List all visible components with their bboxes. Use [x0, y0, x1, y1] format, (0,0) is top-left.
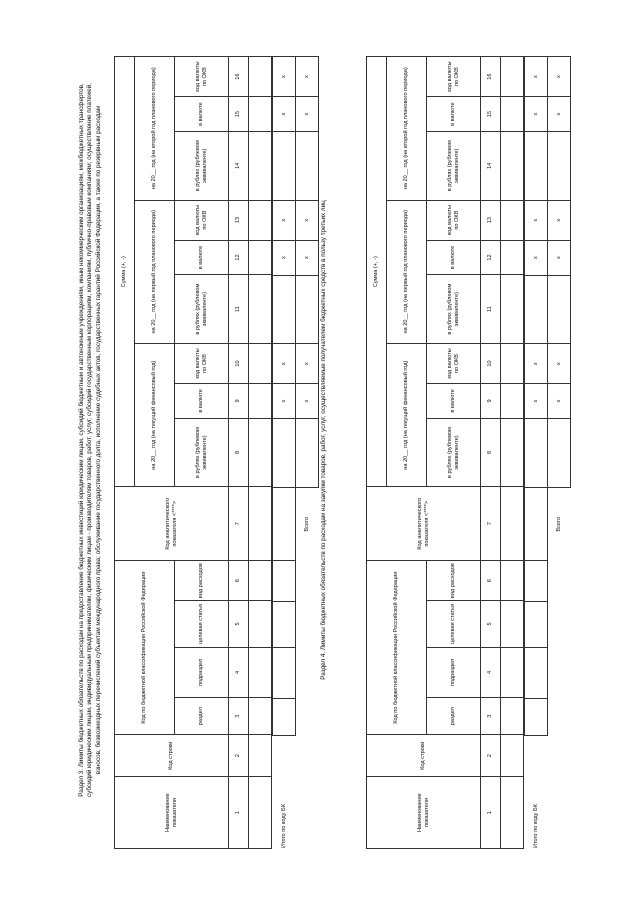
- col-num: 11: [481, 275, 501, 344]
- cell: [501, 561, 524, 601]
- cell: [501, 132, 524, 201]
- x-mark: x: [273, 344, 296, 384]
- header-row-code: Код строки: [367, 735, 481, 777]
- header-year-second: на 20__ год (на второй год планового периода): [135, 57, 175, 201]
- col-num: 3: [229, 698, 249, 735]
- cell: [249, 97, 272, 132]
- header-razdel: раздел: [427, 698, 481, 735]
- cell: [249, 275, 272, 344]
- x-mark: x: [273, 97, 296, 132]
- cell: [249, 487, 272, 561]
- cell: [249, 343, 272, 383]
- x-mark: x: [525, 240, 548, 275]
- x-mark: x: [548, 200, 571, 240]
- header-target: целевая статья: [175, 601, 229, 647]
- col-num: 11: [229, 275, 249, 344]
- header-cur: в валюте: [427, 240, 481, 275]
- col-num: 10: [229, 343, 249, 383]
- header-rub: в рублях (рублевом эквиваленте): [175, 418, 229, 487]
- cell: [501, 777, 524, 849]
- col-num: 10: [481, 343, 501, 383]
- cell: [501, 240, 524, 275]
- header-cur: в валюте: [175, 384, 229, 419]
- total-bk-row: [525, 57, 548, 850]
- header-podrazdel: подраздел: [427, 647, 481, 698]
- header-vid: вид расходов: [427, 561, 481, 601]
- cell: [501, 384, 524, 419]
- col-num: 2: [229, 735, 249, 777]
- column-number-row: [229, 57, 249, 849]
- cell: [501, 97, 524, 132]
- col-num: 7: [229, 487, 249, 561]
- header-sum: Сумма (+, -): [115, 57, 135, 487]
- col-num: 14: [481, 132, 501, 201]
- col-num: 15: [481, 97, 501, 132]
- x-mark: x: [525, 384, 548, 419]
- header-cur: в валюте: [427, 384, 481, 419]
- cell: [501, 57, 524, 97]
- x-mark: x: [525, 344, 548, 384]
- cell: [501, 343, 524, 383]
- header-sum: Сумма (+, -): [367, 57, 387, 487]
- section-4-totals: [524, 56, 571, 849]
- col-num: 13: [229, 200, 249, 240]
- cell: [501, 735, 524, 777]
- x-mark: x: [296, 344, 319, 384]
- cell: [249, 240, 272, 275]
- header-rub: в рублях (рублевом эквиваленте): [427, 418, 481, 487]
- x-mark: x: [548, 57, 571, 97]
- cell: [249, 777, 272, 849]
- cell: [249, 384, 272, 419]
- x-mark: x: [296, 97, 319, 132]
- cell: [249, 57, 272, 97]
- col-num: 5: [229, 601, 249, 647]
- col-num: 3: [481, 698, 501, 735]
- col-num: 13: [481, 200, 501, 240]
- col-num: 9: [481, 384, 501, 419]
- col-num: 8: [229, 418, 249, 487]
- col-num: 8: [481, 418, 501, 487]
- header-okv: код валюты по ОКВ: [175, 200, 229, 240]
- col-num: 7: [481, 487, 501, 561]
- cell: [249, 698, 272, 735]
- header-name: Наименование показателя: [367, 777, 481, 849]
- data-row-empty: [249, 57, 272, 849]
- header-okv: код валюты по ОКВ: [427, 343, 481, 383]
- cell: [249, 735, 272, 777]
- col-num: 6: [481, 561, 501, 601]
- cell: [249, 647, 272, 698]
- header-year-current: на 20__ год (на текущий финансовый год): [387, 343, 427, 486]
- column-number-row: [481, 57, 501, 849]
- header-year-current: на 20__ год (на текущий финансовый год): [135, 343, 175, 486]
- header-year-first: на 20__ год (на первый год планового периода): [135, 200, 175, 343]
- header-okv: код валюты по ОКВ: [175, 57, 229, 97]
- x-mark: x: [296, 384, 319, 419]
- x-mark: x: [548, 344, 571, 384]
- col-num: 4: [229, 647, 249, 698]
- x-mark: x: [273, 200, 296, 240]
- x-mark: x: [525, 97, 548, 132]
- col-num: 5: [481, 601, 501, 647]
- x-mark: x: [548, 97, 571, 132]
- col-num: 9: [229, 384, 249, 419]
- x-mark: x: [273, 57, 296, 97]
- grand-total-row: [548, 57, 571, 850]
- header-cur: в валюте: [175, 240, 229, 275]
- col-num: 4: [481, 647, 501, 698]
- section-3-table-block: [114, 56, 319, 849]
- data-row-empty: [501, 57, 524, 849]
- cell: [501, 647, 524, 698]
- grand-total-row: [296, 57, 319, 850]
- section-4-heading: Раздел 4. Лимиты бюджетных обязательств по расходам на закупки товаров, работ, услуг, осуществляемые получателем бюджетных средств в пользу третьих лиц: [320, 200, 327, 680]
- col-num: 6: [229, 561, 249, 601]
- header-rub: в рублях (рублевом эквиваленте): [427, 275, 481, 344]
- x-mark: x: [273, 384, 296, 419]
- header-cur: в валюте: [427, 97, 481, 132]
- header-rub: в рублях (рублевом эквиваленте): [175, 275, 229, 344]
- col-num: 16: [481, 57, 501, 97]
- header-year-second: на 20__ год (на второй год планового периода): [387, 57, 427, 201]
- col-num: 1: [229, 777, 249, 849]
- col-num: 16: [229, 57, 249, 97]
- x-mark: x: [296, 200, 319, 240]
- header-bk: Код по бюджетной классификации Российской Федерации: [115, 561, 175, 735]
- cell: [501, 601, 524, 647]
- section-3-heading: Раздел 3. Лимиты бюджетных обязательств по расходам на предоставление бюджетных инвестиций юридическим лицам, субсидий бюджетным и автономным учреждениям, иным некоммерческим организациям, межбюджетных трансфертов, субсидий юридическим лицам, индивидуальным предпринимателям, физическим лицам - производителям товаров, работ, услуг, субсидий государственным корпорациям, компаниям, публично-правовым компаниям; осуществление платежей, взносов, безвозмездных перечислений субъектам международного права; обслуживание государственного долга, исполнение судебных актов, государственных гарантий Российской Федерации, а также по резервным расходам: [78, 83, 102, 797]
- cell: [249, 132, 272, 201]
- cell: [501, 487, 524, 561]
- x-mark: x: [548, 240, 571, 275]
- header-podrazdel: подраздел: [175, 647, 229, 698]
- cell: [501, 418, 524, 487]
- header-razdel: раздел: [175, 698, 229, 735]
- total-bk-label: Итого по коду БК: [280, 804, 287, 848]
- header-target: целевая статья: [427, 601, 481, 647]
- section-4-table-block: [366, 56, 571, 849]
- cell: [501, 275, 524, 344]
- header-rub: в рублях (рублевом эквиваленте): [175, 132, 229, 201]
- cell: [249, 601, 272, 647]
- header-rub: в рублях (рублевом эквиваленте): [427, 132, 481, 201]
- x-mark: x: [296, 57, 319, 97]
- cell: [249, 200, 272, 240]
- header-okv: код валюты по ОКВ: [427, 57, 481, 97]
- header-name: Наименование показателя: [115, 777, 229, 849]
- col-num: 12: [481, 240, 501, 275]
- header-analytic: Код аналитического показателя <****>: [115, 487, 229, 561]
- section-3-table: [114, 56, 272, 849]
- header-row-code: Код строки: [115, 735, 229, 777]
- header-okv: код валюты по ОКВ: [427, 200, 481, 240]
- total-bk-label: Итого по коду БК: [532, 804, 539, 848]
- x-mark: x: [273, 240, 296, 275]
- header-analytic: Код аналитического показателя <****>: [367, 487, 481, 561]
- x-mark: x: [525, 57, 548, 97]
- grand-total-label: Всего: [303, 516, 310, 532]
- cell: [249, 418, 272, 487]
- col-num: 2: [481, 735, 501, 777]
- cell: [501, 200, 524, 240]
- section-4-table: [366, 56, 524, 849]
- col-num: 1: [481, 777, 501, 849]
- col-num: 14: [229, 132, 249, 201]
- cell: [249, 561, 272, 601]
- grand-total-label: Всего: [555, 516, 562, 532]
- header-year-first: на 20__ год (на первый год планового периода): [387, 200, 427, 343]
- col-num: 12: [229, 240, 249, 275]
- header-okv: код валюты по ОКВ: [175, 343, 229, 383]
- header-vid: вид расходов: [175, 561, 229, 601]
- x-mark: x: [525, 200, 548, 240]
- header-cur: в валюте: [175, 97, 229, 132]
- cell: [501, 698, 524, 735]
- x-mark: x: [548, 384, 571, 419]
- section-3-totals: [272, 56, 319, 849]
- total-bk-row: [273, 57, 296, 850]
- col-num: 15: [229, 97, 249, 132]
- header-bk: Код по бюджетной классификации Российской Федерации: [367, 561, 427, 735]
- x-mark: x: [296, 240, 319, 275]
